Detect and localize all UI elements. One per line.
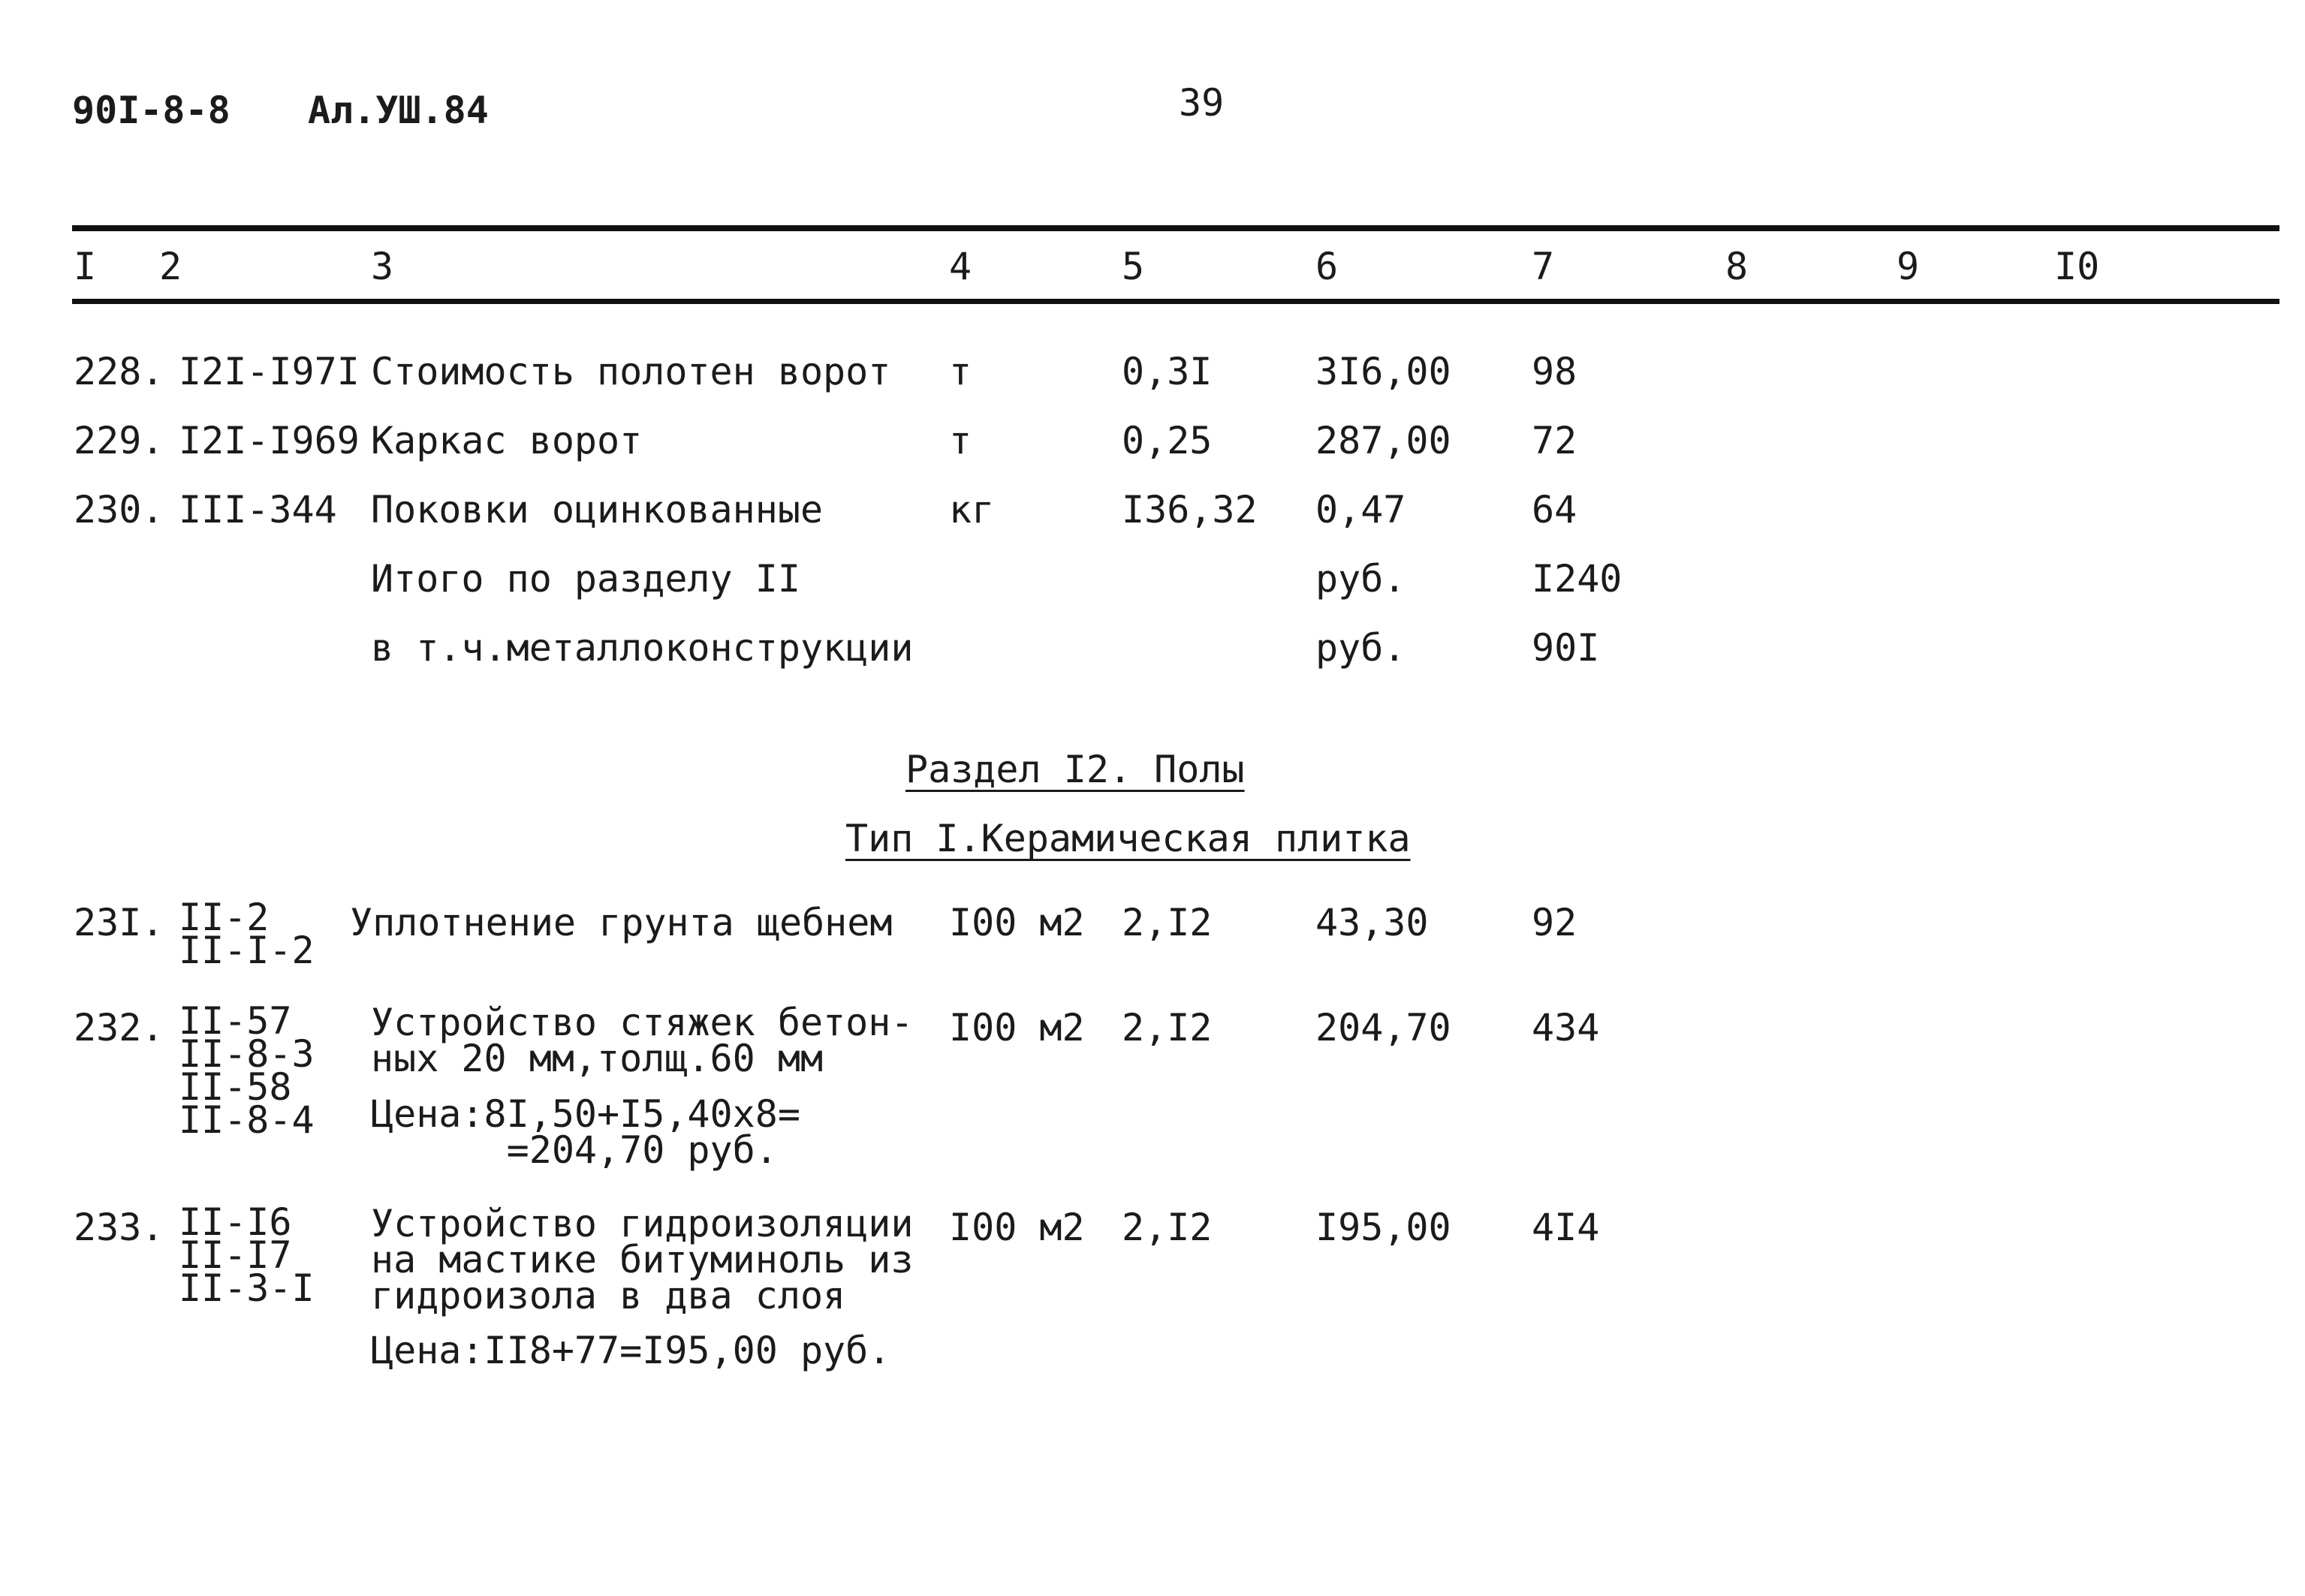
norm-code: III-344	[179, 488, 337, 531]
subtotal-label: в т.ч.металлоконструкции	[371, 626, 914, 670]
column-header: 9	[1897, 245, 1920, 288]
item-name: Стоимость полотен ворот	[371, 350, 891, 393]
total-cost: 92	[1532, 901, 1577, 944]
row-number: 233.	[74, 1206, 164, 1249]
table-header-bottom-rule	[72, 299, 2279, 304]
column-header: 5	[1122, 245, 1145, 288]
unit: т	[949, 350, 972, 393]
column-header: 8	[1725, 245, 1749, 288]
item-name: Каркас ворот	[371, 419, 643, 462]
norm-code: I2I-I97I	[179, 350, 360, 393]
total-cost: 434	[1532, 1006, 1600, 1049]
unit: кг	[949, 488, 995, 531]
row-number: 229.	[74, 419, 164, 462]
quantity: 2,I2	[1122, 1006, 1213, 1049]
unit-price: I95,00	[1315, 1206, 1451, 1249]
total-cost: 64	[1532, 488, 1577, 531]
subtotal-value: I240	[1532, 557, 1623, 601]
subtotal-unit: руб.	[1315, 557, 1406, 601]
album-code: Ал.УШ.84	[308, 89, 489, 132]
norm-code: I2I-I969	[179, 419, 360, 462]
item-name: Поковки оцинкованные	[371, 488, 824, 531]
quantity: I36,32	[1122, 488, 1258, 531]
section-subtitle: Тип I.Керамическая плитка	[845, 817, 1411, 860]
unit: I00 м2	[949, 1006, 1085, 1049]
subtotal-unit: руб.	[1315, 626, 1406, 670]
unit: I00 м2	[949, 901, 1085, 944]
price-note: Цена:II8+77=I95,00 руб.	[371, 1329, 891, 1372]
item-name: Устройство стяжек бетон- ных 20 мм,толщ.60 мм	[371, 1001, 914, 1080]
table-top-rule	[72, 225, 2279, 231]
unit-price: 3I6,00	[1315, 350, 1451, 393]
column-header: 3	[371, 245, 394, 288]
item-name: Уплотнение грунта щебнем	[350, 901, 893, 944]
total-cost: 4I4	[1532, 1206, 1600, 1249]
quantity: 0,3I	[1122, 350, 1213, 393]
subtotal-value: 90I	[1532, 626, 1600, 670]
quantity: 2,I2	[1122, 901, 1213, 944]
column-header: 4	[949, 245, 972, 288]
norm-codes: II-2 II-I-2	[179, 896, 315, 972]
norm-codes: II-I6 II-I7 II-3-I	[179, 1200, 315, 1310]
column-header: I	[74, 245, 97, 288]
unit-price: 204,70	[1315, 1006, 1451, 1049]
row-number: 23I.	[74, 901, 164, 944]
norm-codes: II-57 II-8-3 II-58 II-8-4	[179, 999, 315, 1142]
document-code: 90I-8-8	[72, 89, 230, 132]
subtotal-label: Итого по разделу II	[371, 557, 800, 601]
column-header: 2	[159, 245, 182, 288]
unit: I00 м2	[949, 1206, 1085, 1249]
row-number: 228.	[74, 350, 164, 393]
page-number: 39	[1179, 81, 1225, 125]
row-number: 232.	[74, 1006, 164, 1049]
section-title: Раздел I2. Полы	[905, 748, 1245, 791]
column-header: 7	[1532, 245, 1555, 288]
row-number: 230.	[74, 488, 164, 531]
quantity: 2,I2	[1122, 1206, 1213, 1249]
unit: т	[949, 419, 972, 462]
unit-price: 287,00	[1315, 419, 1451, 462]
column-header: 6	[1315, 245, 1339, 288]
price-note: Цена:8I,50+I5,40х8= =204,70 руб.	[371, 1092, 800, 1172]
column-header: I0	[2054, 245, 2100, 288]
quantity: 0,25	[1122, 419, 1213, 462]
unit-price: 43,30	[1315, 901, 1429, 944]
item-name: Устройство гидроизоляции на мастике битуминоль из гидроизола в два слоя	[371, 1202, 914, 1317]
total-cost: 72	[1532, 419, 1577, 462]
unit-price: 0,47	[1315, 488, 1406, 531]
total-cost: 98	[1532, 350, 1577, 393]
